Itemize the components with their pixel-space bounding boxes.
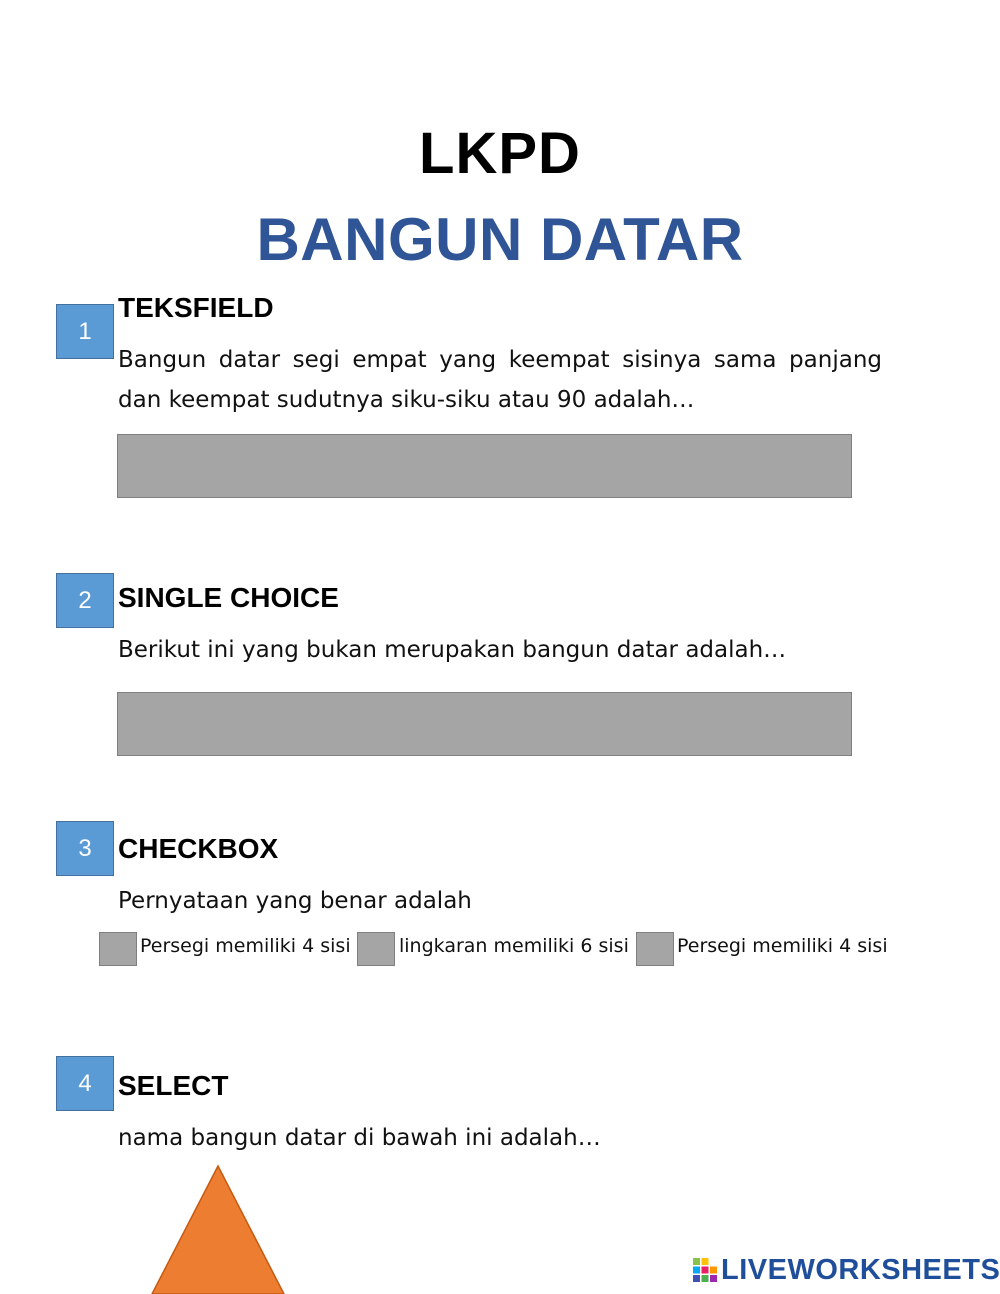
question-text: nama bangun datar di bawah ini adalah… [118, 1125, 601, 1151]
section-heading-teksfield: TEKSFIELD [118, 292, 274, 323]
liveworksheets-logo-icon [692, 1257, 718, 1283]
question-text: Berikut ini yang bukan merupakan bangun datar adalah… [118, 637, 787, 663]
checkbox-option-2[interactable] [357, 932, 395, 966]
logo-text: LIVEWORKSHEETS [721, 1253, 1000, 1286]
checkbox-label: Persegi memiliki 4 sisi [677, 935, 888, 957]
question-number-badge: 3 [56, 821, 114, 876]
checkbox-options [0, 930, 1000, 970]
checkbox-option-3[interactable] [636, 932, 674, 966]
question-text: Pernyataan yang benar adalah [118, 888, 472, 914]
section-heading-select: SELECT [118, 1070, 229, 1101]
checkbox-label: Persegi memiliki 4 sisi [140, 935, 351, 957]
single-choice-answer-field[interactable] [117, 692, 852, 756]
question-text: Bangun datar segi empat yang keempat sisinya sama panjang dan keempat sudutnya siku-siku atau 90 adalah… [118, 347, 882, 413]
question-number-badge: 2 [56, 573, 114, 628]
section-heading-checkbox: CHECKBOX [118, 833, 279, 864]
question-number-badge: 4 [56, 1056, 114, 1111]
checkbox-option-1[interactable] [99, 932, 137, 966]
liveworksheets-logo [692, 1252, 1000, 1288]
page-subtitle: BANGUN DATAR [256, 206, 744, 273]
question-number-badge: 1 [56, 304, 114, 359]
triangle-shape [150, 1164, 286, 1294]
text-answer-field[interactable] [117, 434, 852, 498]
checkbox-label: lingkaran memiliki 6 sisi [399, 935, 629, 957]
section-heading-single-choice: SINGLE CHOICE [118, 582, 339, 613]
page-title: LKPD [419, 121, 581, 186]
